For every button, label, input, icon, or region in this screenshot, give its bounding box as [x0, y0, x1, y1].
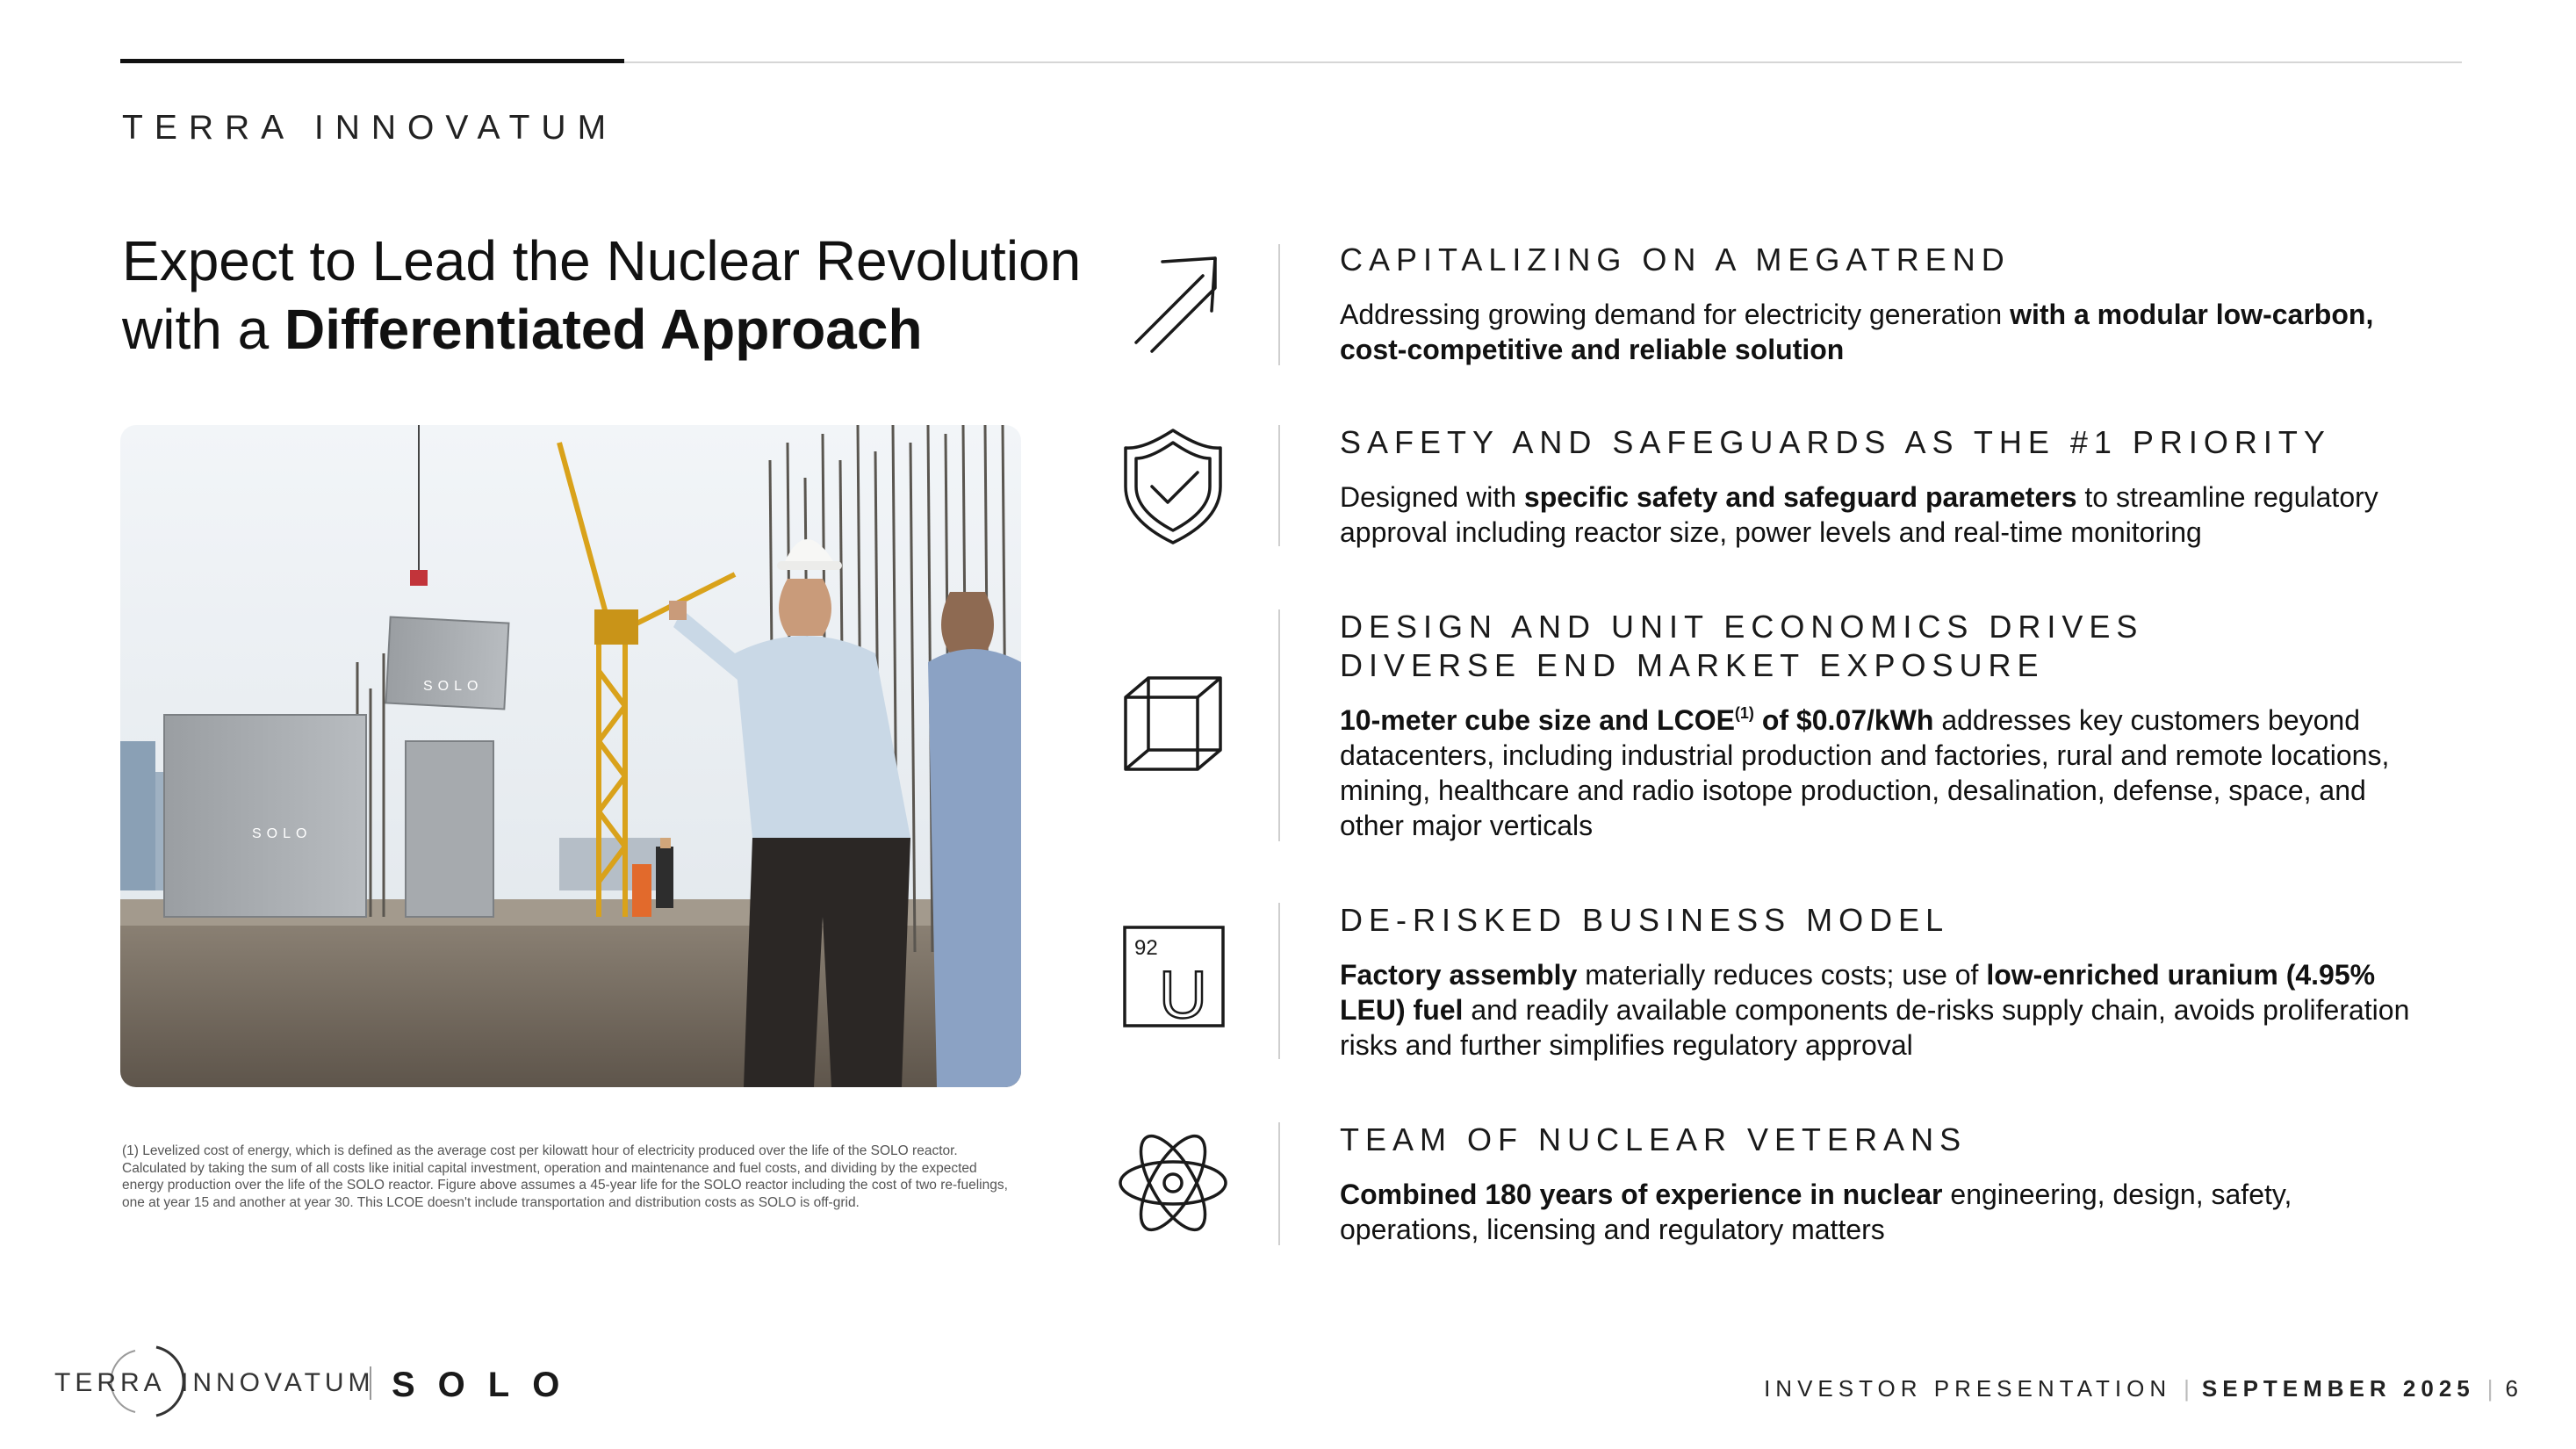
- feature-1-text-a: Addressing growing demand for electricity generation: [1340, 299, 2011, 330]
- feature-3-text: [1340, 703, 2420, 843]
- title-line-2-prefix: with a: [122, 298, 284, 361]
- logo-solo: SOLO: [392, 1366, 583, 1404]
- feature-3-title-line-2: DIVERSE END MARKET EXPOSURE: [1340, 647, 2045, 683]
- logo-innovatum: INNOVATUM: [181, 1368, 375, 1397]
- feature-1-text: [1340, 297, 2420, 367]
- feature-divider-2: [1278, 425, 1280, 546]
- footer-separator-1: |: [2184, 1375, 2190, 1402]
- page-title: [122, 227, 1123, 364]
- feature-4-text-d: and readily available components de-risks supply chain, avoids proliferation risks and further simplifies regulatory approval: [1340, 994, 2410, 1061]
- footnote: (1) Levelized cost of energy, which is defined as the average cost per kilowatt hour of electricity produced over the life of the SOLO reactor. Calculated by taking the sum of all costs like initial capital investment, operation and maintenance and fuel costs, and dividing by the expected energy production over the life of the SOLO reactor. Figure above assumes a 45-year life for the SOLO reactor including the cost of two re-fuelings, one at year 15 and another at year 30. This LCOE doesn't include transportation and distribution costs as SOLO is off-grid.: [122, 1143, 1008, 1210]
- feature-team: [1340, 1121, 2420, 1247]
- atom-icon: [1117, 1122, 1229, 1245]
- feature-divider-5: [1278, 1122, 1280, 1245]
- feature-4-text-c: low-enriched uranium (4.95% LEU) fuel: [1340, 959, 2376, 1026]
- feature-3-footnote-ref: (1): [1734, 704, 1754, 722]
- title-line-2-bold: Differentiated Approach: [284, 298, 923, 361]
- presentation-date: SEPTEMBER 2025: [2201, 1375, 2475, 1402]
- feature-4-text: [1340, 957, 2420, 1063]
- footer-logo: [51, 1342, 595, 1421]
- feature-derisked: [1340, 901, 2420, 1063]
- feature-5-title: TEAM OF NUCLEAR VETERANS: [1340, 1121, 1968, 1157]
- feature-3-title: [1340, 608, 2420, 685]
- feature-2-text-c: to streamline regulatory approval including reactor size, power levels and real-time monitoring: [1340, 481, 2378, 548]
- block-label-suspended: SOLO: [423, 679, 484, 694]
- feature-5-text-b: engineering, design, safety, operations, licensing and regulatory matters: [1340, 1179, 2292, 1245]
- feature-divider-3: [1278, 609, 1280, 841]
- logo-terra: TERRA: [54, 1368, 166, 1397]
- top-rule-accent: [120, 59, 624, 63]
- arrow-up-right-icon: [1117, 246, 1229, 369]
- presentation-label: INVESTOR PRESENTATION: [1764, 1375, 2172, 1402]
- page-number: 6: [2505, 1375, 2523, 1402]
- cube-icon: [1117, 667, 1229, 790]
- feature-divider-4: [1278, 903, 1280, 1059]
- feature-3-text-a: 10-meter cube size and LCOE: [1340, 704, 1735, 736]
- feature-5-text: [1340, 1177, 2420, 1247]
- footer-info: [1764, 1375, 2523, 1402]
- feature-design-economics: [1340, 608, 2420, 843]
- uranium-element-icon: [1122, 925, 1234, 1048]
- feature-megatrend: [1340, 241, 2420, 367]
- block-label-main: SOLO: [252, 826, 313, 841]
- feature-1-text-b: with a modular low-carbon, cost-competitive and reliable solution: [1340, 299, 2374, 365]
- feature-4-text-b: materially reduces costs; use of: [1577, 959, 1987, 991]
- footer-separator-2: |: [2486, 1375, 2493, 1402]
- construction-site-photo: [120, 425, 1021, 1087]
- feature-1-title: CAPITALIZING ON A MEGATREND: [1340, 242, 2011, 278]
- element-symbol: U: [1159, 958, 1207, 1030]
- feature-safety: [1340, 423, 2420, 550]
- feature-2-text: [1340, 479, 2420, 550]
- feature-2-text-b: specific safety and safeguard parameters: [1523, 481, 2077, 513]
- feature-4-text-a: Factory assembly: [1340, 959, 1578, 991]
- feature-3-text-b: of $0.07/kWh: [1753, 704, 1934, 736]
- feature-2-title: SAFETY AND SAFEGUARDS AS THE #1 PRIORITY: [1340, 424, 2331, 460]
- feature-4-title: DE-RISKED BUSINESS MODEL: [1340, 902, 1950, 938]
- feature-5-text-a: Combined 180 years of experience in nuclear: [1340, 1179, 1943, 1210]
- brand-label: TERRA INNOVATUM: [122, 109, 618, 147]
- feature-3-text-c: addresses key customers beyond datacenters, including industrial production and factories, rural and remote locations, mining, healthcare and radio isotope production, desalination, defense, space, and other major verticals: [1340, 704, 2390, 841]
- element-number: 92: [1134, 936, 1158, 960]
- title-line-1: Expect to Lead the Nuclear Revolution: [122, 229, 1082, 292]
- feature-divider-1: [1278, 244, 1280, 365]
- feature-3-title-line-1: DESIGN AND UNIT ECONOMICS DRIVES: [1340, 609, 2144, 645]
- feature-2-text-a: Designed with: [1340, 481, 1524, 513]
- shield-check-icon: [1117, 423, 1229, 546]
